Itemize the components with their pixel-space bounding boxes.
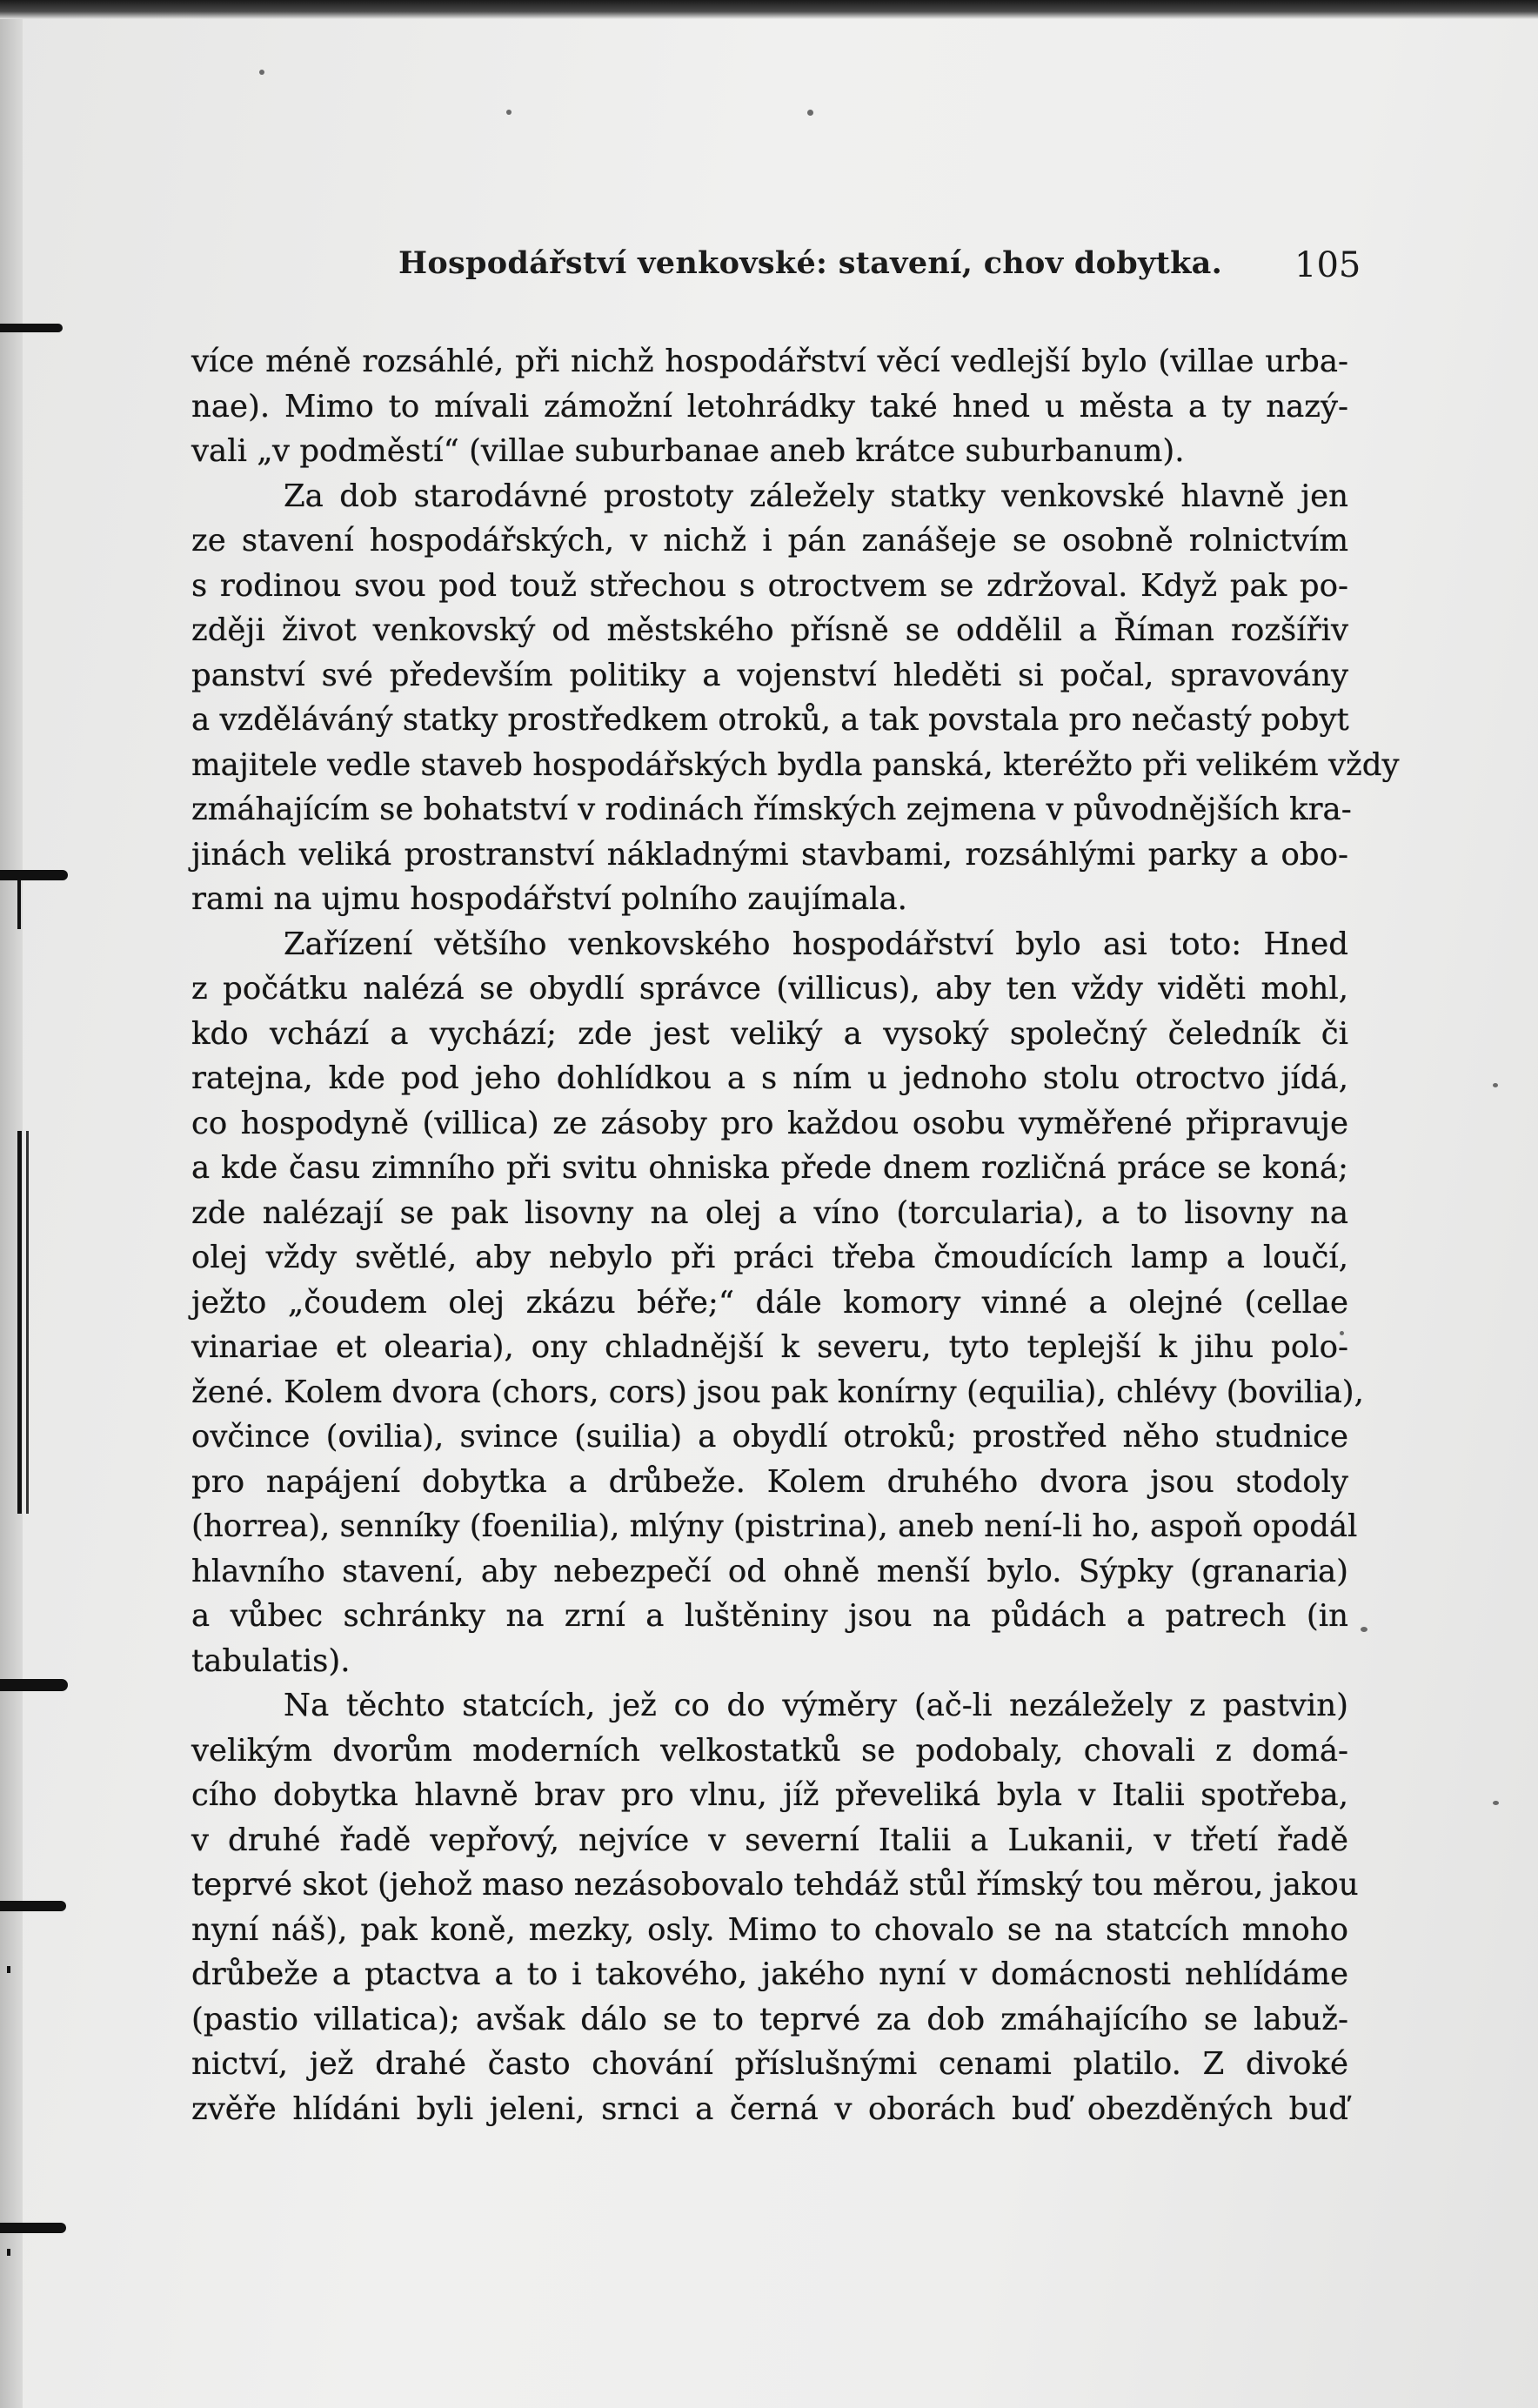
edge-mark	[0, 1679, 68, 1691]
text-line: vali „v podměstí“ (villae suburbanae aneb krátce suburbanum).	[191, 433, 1185, 469]
edge-mark	[17, 1131, 22, 1514]
text-line: ze stavení hospodářských, v nichž i pán zanášeje se osobně rolnictvím	[191, 523, 1348, 559]
text-line: ratejna, kde pod jeho dohlídkou a s ním u jednoho stolu otroctvo jídá,	[191, 1060, 1348, 1096]
text-line: nictví, jež drahé často chování příslušnými cenami platilo. Z divoké	[191, 2046, 1348, 2082]
text-line: velikým dvorům moderních velkostatků se podobaly, chovali z domá-	[191, 1732, 1348, 1769]
text-line: cího dobytka hlavně brav pro vlnu, jíž převeliká byla v Italii spotřeba,	[191, 1777, 1348, 1813]
text-line: tabulatis).	[191, 1642, 351, 1679]
edge-mark	[0, 2223, 66, 2233]
text-line: nyní náš), pak koně, mezky, osly. Mimo to chovalo se na statcích mnoho	[191, 1911, 1348, 1948]
page-number: 105	[1294, 245, 1361, 285]
text-line: rami na ujmu hospodářství polního zaujímala.	[191, 881, 907, 917]
edge-mark	[0, 870, 68, 880]
text-line: teprvé skot (jehož maso nezásobovalo tehdáž stůl římský tou měrou, jakou	[191, 1867, 1359, 1903]
text-line: nae). Mimo to mívali zámožní letohrádky také hned u města a ty nazý-	[191, 388, 1348, 425]
edge-mark	[17, 870, 21, 929]
text-line: (pastio villatica); avšak dálo se to teprvé za dob zmáhajícího se labuž-	[191, 2001, 1348, 2037]
running-head: Hospodářství venkovské: stavení, chov dobytka.	[398, 245, 1223, 281]
body-text	[191, 339, 1400, 2131]
speck	[506, 110, 512, 115]
text-line: Zařízení většího venkovského hospodářství bylo asi toto: Hned	[284, 926, 1348, 962]
text-line: panství své především politiky a vojenství hleděti si počal, spravovány	[191, 657, 1348, 693]
text-line: a kde času zimního při svitu ohniska přede dnem rozličná práce se koná;	[191, 1150, 1348, 1186]
text-line: vinariae et olearia), ony chladnější k severu, tyto teplejší k jihu polo-	[191, 1329, 1348, 1365]
text-line: ježto „čoudem olej zkázu béře;“ dále komory vinné a olejné (cellae	[191, 1284, 1348, 1321]
scan-top-shadow	[0, 0, 1538, 19]
text-line: žené. Kolem dvora (chors, cors) jsou pak konírny (equilia), chlévy (bovilia),	[191, 1374, 1364, 1410]
text-line: a vůbec schránky na zrní a luštěniny jsou na půdách a patrech (in	[191, 1598, 1348, 1634]
text-line: jinách veliká prostranství nákladnými stavbami, rozsáhlými parky a obo-	[191, 836, 1348, 873]
text-line: v druhé řadě vepřový, nejvíce v severní Italii a Lukanii, v třetí řadě	[191, 1822, 1348, 1858]
text-line: více méně rozsáhlé, při nichž hospodářství věcí vedlejší bylo (villae urba-	[191, 344, 1348, 379]
text-line: co hospodyně (villica) ze zásoby pro každou osobu vyměřené připravuje	[191, 1105, 1348, 1141]
text-line: kdo vchází a vychází; zde jest veliký a vysoký společný čeledník či	[191, 1015, 1348, 1052]
text-line: a vzděláváný statky prostředkem otroků, a tak povstala pro nečastý pobyt	[191, 702, 1349, 738]
text-line: pro napájení dobytka a drůbeže. Kolem druhého dvora jsou stodoly	[191, 1463, 1348, 1500]
text-line: Na těchto statcích, jež co do výměry (ač-li nezáležely z pastvin)	[284, 1688, 1348, 1723]
text-line: s rodinou svou pod touž střechou s otroctvem se zdržoval. Když pak po-	[191, 567, 1348, 604]
text-line: zději život venkovský od městského přísně se oddělil a Říman rozšířiv	[191, 612, 1348, 648]
edge-mark	[0, 324, 63, 332]
speck	[807, 110, 813, 116]
edge-mark	[7, 1966, 10, 1973]
speck	[1493, 1801, 1499, 1805]
speck	[1493, 1083, 1498, 1087]
edge-mark	[7, 2249, 10, 2256]
text-line: zde nalézají se pak lisovny na olej a víno (torcularia), a to lisovny na	[191, 1194, 1348, 1231]
text-line: hlavního stavení, aby nebezpečí od ohně menší bylo. Sýpky (granaria)	[191, 1553, 1348, 1589]
text-line: majitele vedle staveb hospodářských bydla panská, kteréžto při velikém vždy	[191, 746, 1400, 783]
text-line: drůbeže a ptactva a to i takového, jakého nyní v domácnosti nehlídáme	[191, 1956, 1348, 1992]
text-line: zmáhajícím se bohatství v rodinách římských zejmena v původnějších kra-	[191, 792, 1352, 827]
edge-mark	[26, 1131, 29, 1514]
text-line: Za dob starodávné prostoty záležely statky venkovské hlavně jen	[284, 478, 1348, 514]
text-line: ovčince (ovilia), svince (suilia) a obydlí otroků; prostřed něho studnice	[191, 1419, 1348, 1455]
edge-mark	[0, 1901, 66, 1911]
speck	[1361, 1627, 1367, 1632]
speck	[259, 70, 264, 75]
text-line: (horrea), senníky (foenilia), mlýny (pistrina), aneb není-li ho, aspoň opodál	[191, 1508, 1358, 1544]
text-line: zvěře hlídáni byli jeleni, srnci a černá v oborách buď obezděných buď	[191, 2090, 1348, 2127]
text-line: olej vždy světlé, aby nebylo při práci třeba čmoudících lamp a loučí,	[191, 1240, 1348, 1275]
text-line: z počátku nalézá se obydlí správce (villicus), aby ten vždy viděti mohl,	[191, 971, 1348, 1007]
